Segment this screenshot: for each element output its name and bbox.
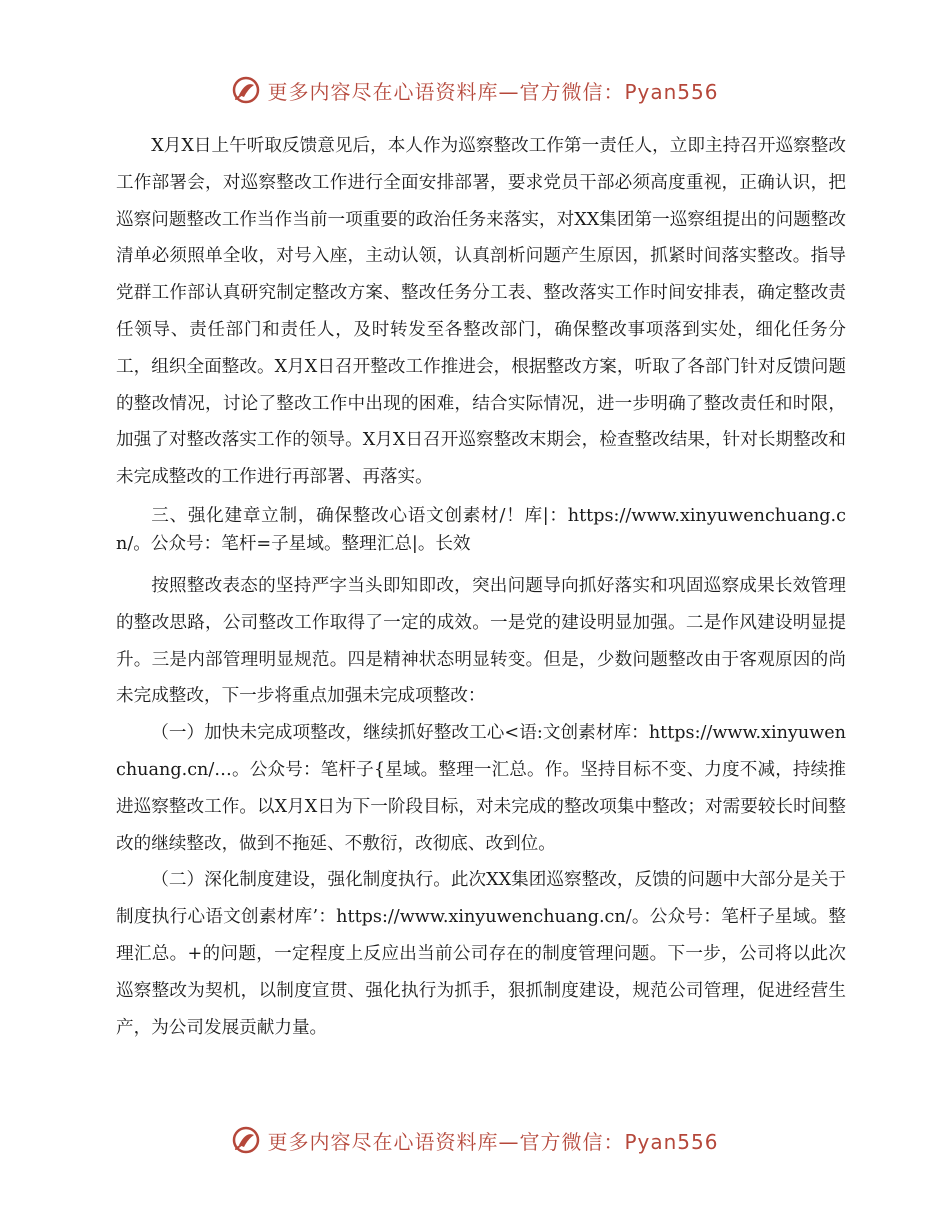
footer-banner — [0, 1120, 950, 1160]
paragraph-results: 按照整改表态的坚持严字当头即知即改，突出问题导向抓好落实和巩固巡察成果长效管理的整改思路，公司整改工作取得了一定的成效。一是党的建设明显加强。二是作风建设明显提升。三是内部管理明显规范。四是精神状态明显转变。但是，少数问题整改由于客观原因的尚未完成整改，下一步将重点加强未完成项整改： — [116, 575, 846, 707]
logo-icon — [231, 1125, 261, 1155]
section-heading-3: 三、强化建章立制，确保整改心语文创素材/！库|：https://www.xinyuwenchuang.cn/。公众号：笔杆=子星域。整理汇总|。长效 — [116, 505, 846, 554]
header-banner — [0, 70, 950, 110]
paragraph-item-2: （二）深化制度建设，强化制度执行。此次XX集团巡察整改，反馈的问题中大部分是关于制度执行心语文创素材库’：https://www.xinyuwenchuang.cn/。公众号：笔杆子星域。整理汇总。+的问题，一定程度上反应出当前公司存在的制度管理问题。下一步，公司将以此次巡察整改为契机，以制度宣贯、强化执行为抓手，狠抓制度建设，规范公司管理，促进经营生产，为公司发展贡献力量。 — [116, 870, 846, 1038]
banner-text: 更多内容尽在心语资料库—官方微信：Pyan556 — [267, 79, 719, 104]
paragraph-item-1: （一）加快未完成项整改，继续抓好整改工心<语:文创素材库：https://www.xinyuwenchuang.cn/…。公众号：笔杆子{星域。整理一汇总。作。坚持目标不变、力度不减，持续推进巡察整改工作。以X月X日为下一阶段目标，对未完成的整改项集中整改；对需要较长时间整改的继续整改，做到不拖延、不敷衍，改彻底、改到位。 — [116, 723, 846, 854]
paragraph-rectification-meetings: X月X日上午听取反馈意见后，本人作为巡察整改工作第一责任人，立即主持召开巡察整改工作部署会，对巡察整改工作进行全面安排部署，要求党员干部必须高度重视，正确认识，把巡察问题整改工作当作当前一项重要的政治任务来落实，对XX集团第一巡察组提出的问题整改清单必须照单全收，对号入座，主动认领，认真剖析问题产生原因，抓紧时间落实整改。指导党群工作部认真研究制定整改方案、整改任务分工表、整改落实工作时间安排表，确定整改责任领导、责任部门和责任人，及时转发至各整改部门，确保整改事项落到实处，细化任务分工，组织全面整改。X月X日召开整改工作推进会，根据整改方案，听取了各部门针对反馈问题的整改情况，讨论了整改工作中出现的困难，结合实际情况，进一步明确了整改责任和时限，加强了对整改落实工作的领导。X月X日召开巡察整改末期会，检查整改结果，针对长期整改和未完成整改的工作进行再部署、再落实。 — [116, 136, 846, 488]
document-body — [116, 128, 846, 1046]
banner-text: 更多内容尽在心语资料库—官方微信：Pyan556 — [267, 1129, 719, 1154]
logo-icon — [231, 75, 261, 105]
